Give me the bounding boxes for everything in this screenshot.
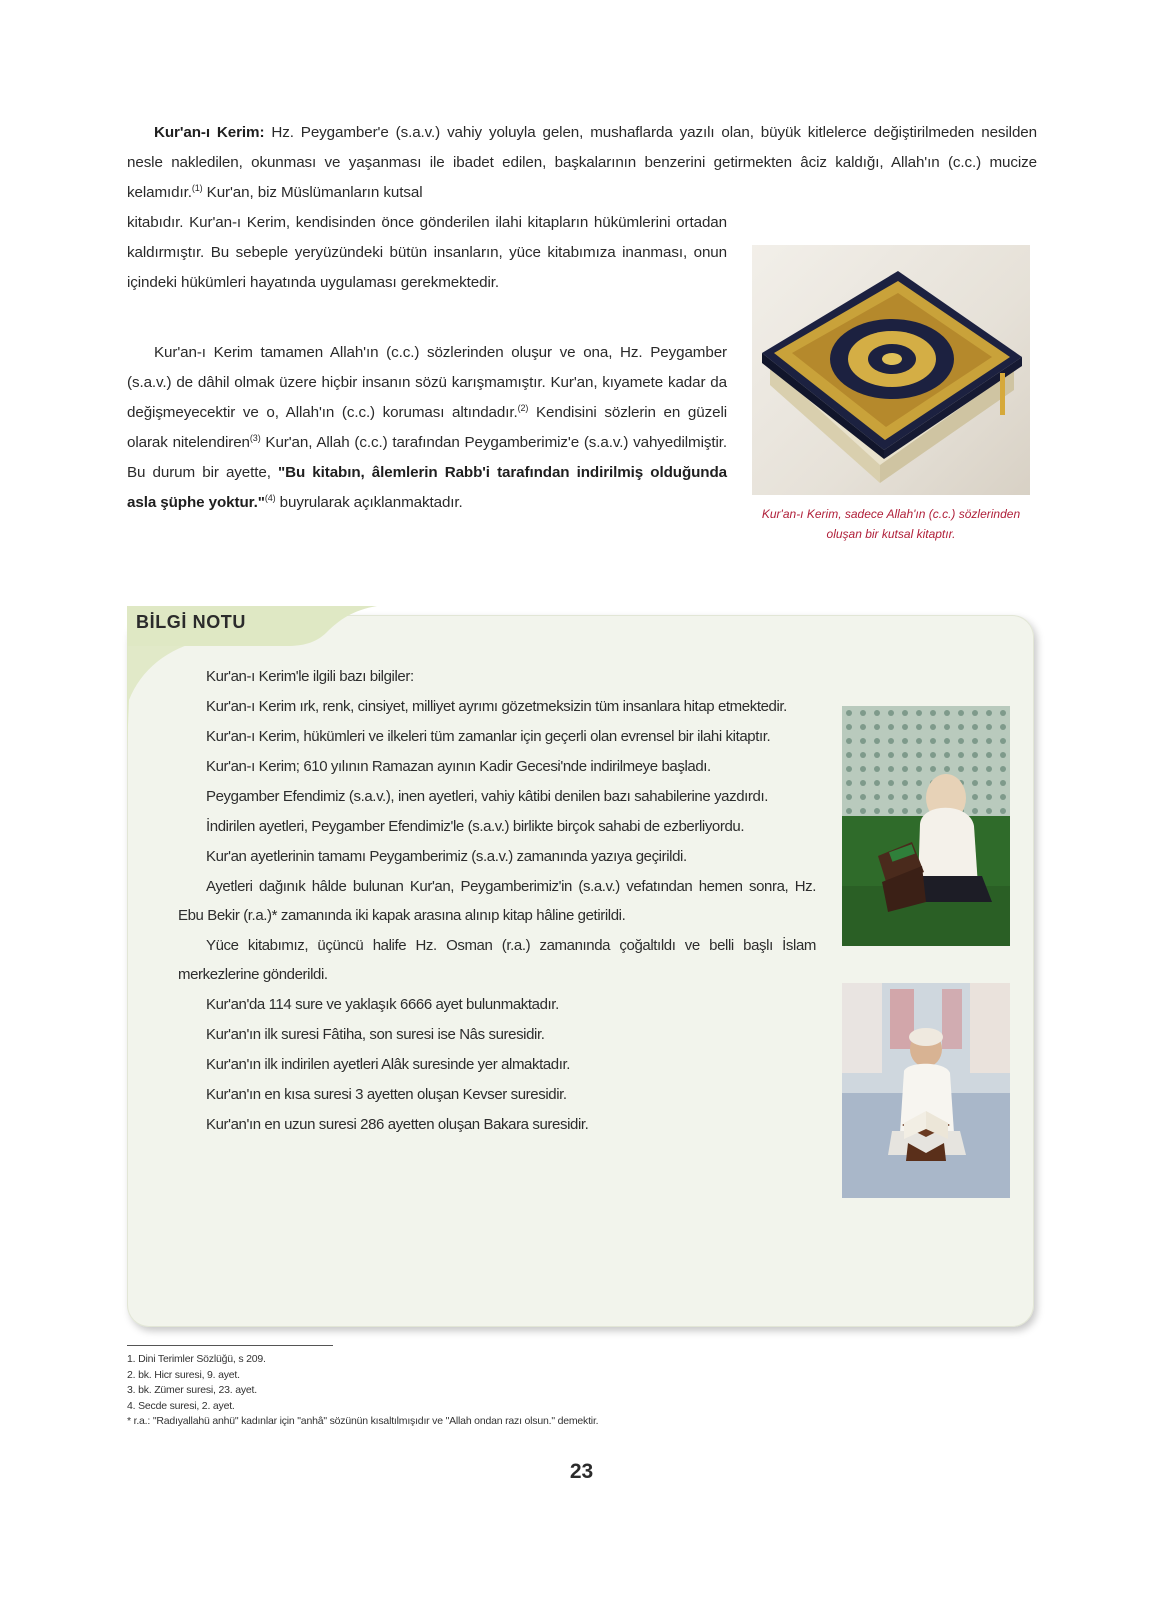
info-note-title: BİLGİ NOTU [136, 612, 246, 632]
note-item: Kur'an'ın ilk indirilen ayetleri Alâk suresinde yer almaktadır. [206, 1056, 571, 1073]
info-note-list [178, 662, 816, 1140]
intro-text-end: Kur'an, biz Müslümanların kutsal [202, 184, 423, 201]
footnote-divider [127, 1345, 333, 1346]
second-text-b: Kendisini sözlerin en güzeli olarak nitelendiren [127, 404, 727, 451]
footnote-3: 3. bk. Zümer suresi, 23. ayet. [127, 1384, 257, 1396]
footnote-2: 2. bk. Hicr suresi, 9. ayet. [127, 1368, 240, 1381]
footnote-ref-4: (4) [264, 492, 276, 503]
quran-photo-caption: Kur'an-ı Kerim, sadece Allah'ın (c.c.) sözlerinden oluşan bir kutsal kitaptır. [761, 507, 1021, 541]
intro-paragraph-continued: kitabıdır. Kur'an-ı Kerim, kendisinden önce gönderilen ilahi kitapların hükümlerini ortadan kaldırmıştır. Bu sebeple yeryüzündeki bütün insanların, yüce kitabımıza inanması, onun içindeki hükümleri hayatında uygulaması gerekmektedir. [127, 214, 727, 291]
girl-reading-photo [842, 706, 1010, 946]
note-item: Yüce kitabımız, üçüncü halife Hz. Osman (r.a.) zamanında çoğaltıldı ve belli başlı İslam merkezlerine gönderildi. [178, 937, 816, 983]
footnote-ref-1: (1) [191, 182, 203, 193]
note-item: Kur'an-ı Kerim; 610 yılının Ramazan ayının Kadir Gecesi'nde indirilmeye başladı. [206, 758, 711, 775]
note-item: Kur'an'ın en kısa suresi 3 ayetten oluşan Kevser suresidir. [206, 1086, 567, 1103]
note-item: Kur'an-ı Kerim ırk, renk, cinsiyet, milliyet ayrımı gözetmeksizin tüm insanlara hitap etmektedir. [206, 698, 787, 715]
note-item: Kur'an ayetlerinin tamamı Peygamberimiz (s.a.v.) zamanında yazıya geçirildi. [206, 848, 687, 865]
second-text-d: buyrularak açıklanmaktadır. [275, 494, 463, 511]
term-heading: Kur'an-ı Kerim: [154, 124, 265, 141]
ayet-quote: "Bu kitabın, âlemlerin Rabb'i tarafından indirilmiş olduğunda asla şüphe yoktur." [127, 464, 727, 511]
page-number: 23 [569, 1460, 594, 1483]
intro-text: Hz. Peygamber'e (s.a.v.) vahiy yoluyla gelen, mushaflarda yazılı olan, büyük kitlelerce değiştirilmeden nesilden nesle nakledilen, okunması ve yaşanması ile ibadet edilen, başkalarının benzerini getirmekten âciz kaldığı, Allah'ın (c.c.) mucize kelamıdır. [127, 124, 1037, 201]
footnote-ref-2: (2) [517, 402, 529, 413]
intro-paragraph [127, 118, 1037, 208]
quran-book-image [752, 245, 1030, 495]
footnote-ref-3: (3) [249, 432, 261, 443]
second-text-c: Kur'an, Allah (c.c.) tarafından Peygamberimiz'e (s.a.v.) vahyedilmiştir. Bu durum bir ayette, [127, 434, 727, 481]
note-item: Kur'an'da 114 sure ve yaklaşık 6666 ayet bulunmaktadır. [206, 996, 559, 1013]
boy-reading-image [842, 983, 1010, 1198]
footnote-4: 4. Secde suresi, 2. ayet. [127, 1399, 235, 1412]
boy-reading-photo [842, 983, 1010, 1198]
note-item: Kur'an-ı Kerim, hükümleri ve ilkeleri tüm zamanlar için geçerli olan evrensel bir ilahi kitaptır. [206, 728, 771, 745]
note-item-intro: Kur'an-ı Kerim'le ilgili bazı bilgiler: [206, 668, 414, 685]
note-item: İndirilen ayetleri, Peygamber Efendimiz'le (s.a.v.) birlikte birçok sahabi de ezberliyordu. [206, 818, 745, 835]
note-item: Peygamber Efendimiz (s.a.v.), inen ayetleri, vahiy kâtibi denilen bazı sahabilerine yazdırdı. [206, 788, 768, 805]
footnote-ra: * r.a.: "Radıyallahü anhü" kadınlar için "anhâ" sözünün kısaltılmışıdır ve "Allah ondan razı olsun." demektir. [127, 1415, 599, 1427]
note-item: Kur'an'ın ilk suresi Fâtiha, son suresi ise Nâs suresidir. [206, 1026, 545, 1043]
second-paragraph [127, 338, 727, 518]
footnote-1: 1. Dini Terimler Sözlüğü, s 209. [127, 1353, 266, 1365]
footnotes [127, 1352, 827, 1430]
note-item: Kur'an'ın en uzun suresi 286 ayetten oluşan Bakara suresidir. [206, 1116, 589, 1133]
second-text-a: Kur'an-ı Kerim tamamen Allah'ın (c.c.) sözlerinden oluşur ve ona, Hz. Peygamber (s.a.v.) de dâhil olmak üzere hiçbir insanın sözü karışmamıştır. Kur'an, kıyamete kadar da değişmeyecektir ve o, Allah'ın (c.c.) koruması altındadır. [127, 344, 727, 421]
quran-photo [752, 245, 1030, 495]
girl-reading-image [842, 706, 1010, 946]
note-item: Ayetleri dağınık hâlde bulunan Kur'an, Peygamberimiz'in (s.a.v.) vefatından hemen sonra, Hz. Ebu Bekir (r.a.)* zamanında iki kapak arasına alınıp kitap hâline getirildi. [178, 878, 816, 924]
